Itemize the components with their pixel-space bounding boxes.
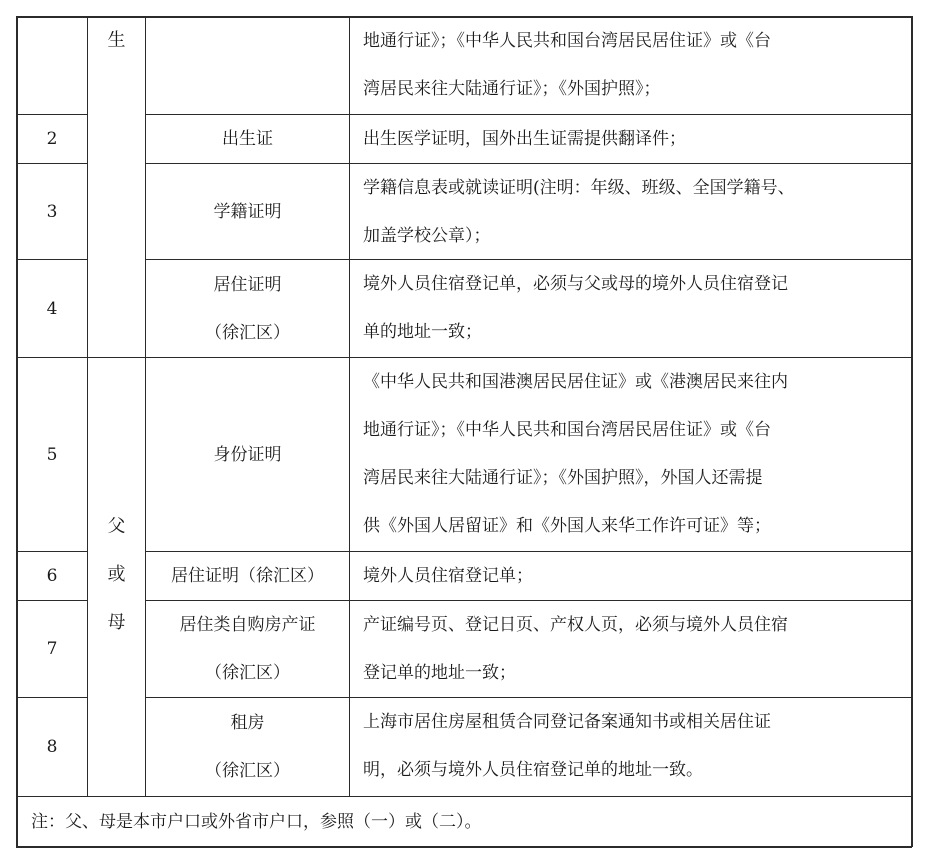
row-4-number: 4 — [46, 298, 58, 319]
row-8-content: 上海市居住房屋租赁合同登记备案通知书或相关居住证 明，必须与境外人员住宿登记单的地址一致。 — [363, 712, 771, 780]
group-parent-char-1: 父 — [107, 516, 126, 537]
border-right — [911, 16, 913, 847]
border-bottom — [16, 846, 912, 848]
row-6-item: 居住证明（徐汇区） — [171, 566, 324, 586]
row-4-item: 居住证明 （徐汇区） — [205, 274, 290, 343]
row-8-number: 8 — [46, 737, 58, 757]
row-7-item: 居住类自购房产证 （徐汇区） — [179, 615, 316, 683]
row-7-number: 7 — [46, 639, 58, 659]
row-4-content: 境外人员住宿登记单，必须与父或母的境外人员住宿登记 单的地址一致； — [363, 274, 788, 342]
row-2-number: 2 — [46, 129, 58, 149]
row-6-number: 6 — [46, 566, 58, 586]
table-note: 注：父、母是本市户口或外省市户口，参照（一）或（二）。 — [31, 811, 482, 832]
group-parent-char-2: 或 — [107, 564, 126, 585]
row-1-content: 地通行证》；《中华人民共和国台湾居民居住证》或《台 湾居民来往大陆通行证》；《外国护照》； — [363, 31, 771, 99]
group-child-label: 生 — [107, 30, 126, 51]
row-8-item: 租房 （徐汇区） — [205, 713, 290, 781]
row-7-content: 产证编号页、登记日页、产权人页，必须与境外人员住宿 登记单的地址一致； — [363, 615, 788, 683]
row-2-item: 出生证 — [222, 129, 273, 149]
group-parent-char-3: 母 — [107, 612, 126, 633]
row-5-number: 5 — [46, 444, 58, 465]
col-divider-1 — [87, 16, 88, 796]
row-3-item: 学籍证明 — [213, 201, 282, 222]
group-parent-label — [88, 503, 145, 649]
row-5-content: 《中华人民共和国港澳居民居住证》或《港澳居民来往内 地通行证》；《中华人民共和国台湾居民居住证》或《台 湾居民来往大陆通行证》；《外国护照》，外国人还需提 供《外国人居留证》和《外国人来华工作许可证》等； — [363, 372, 788, 536]
row-3-number: 3 — [46, 201, 58, 222]
row-3-content: 学籍信息表或就读证明(注明：年级、班级、全国学籍号、 加盖学校公章）； — [363, 178, 795, 246]
row-6-content: 境外人员住宿登记单； — [363, 566, 533, 586]
row-2-content: 出生医学证明，国外出生证需提供翻译件； — [363, 129, 686, 149]
row-5-item: 身份证明 — [213, 444, 282, 465]
